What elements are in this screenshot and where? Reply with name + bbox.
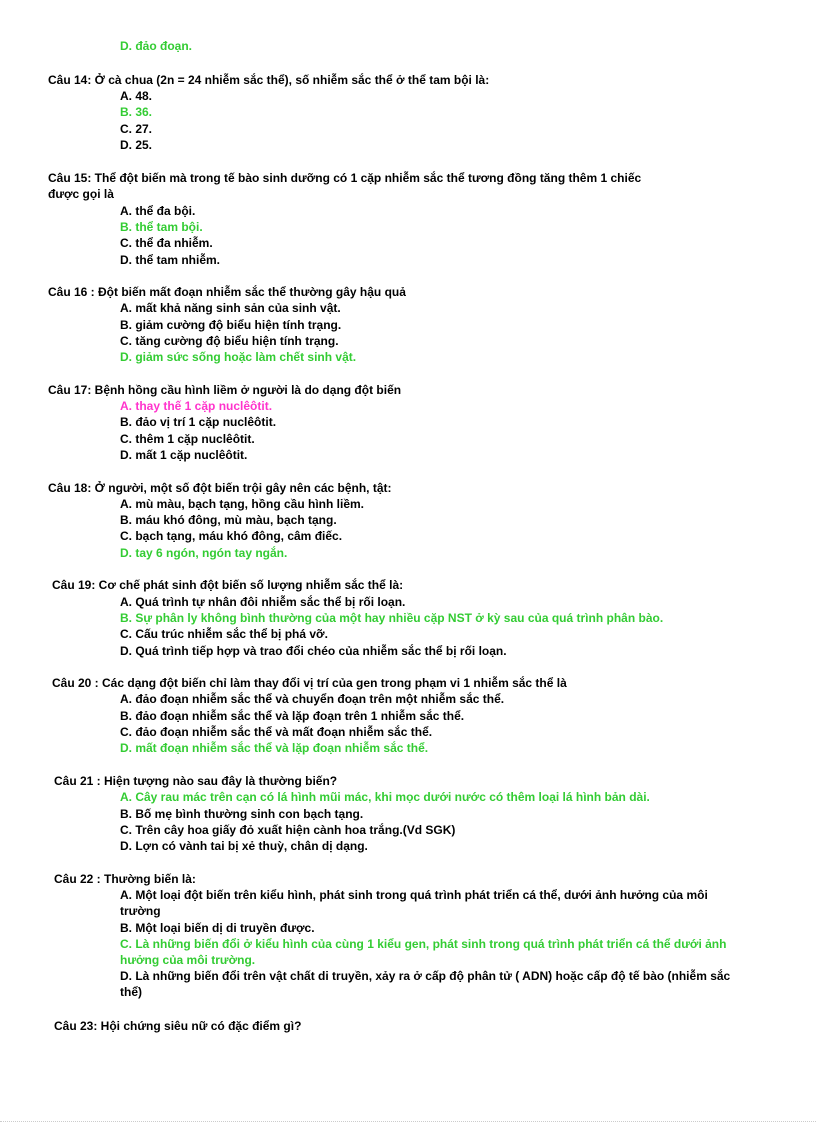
page-bottom-divider [0, 1121, 816, 1122]
q14-option-b: B. 36. [120, 105, 153, 119]
q15-question-line1: Câu 15: Thể đột biến mà trong tế bào sinh dưỡng có 1 cặp nhiễm sắc thể tương đồng tăng thêm 1 chiếc [48, 171, 642, 185]
q14-question: Câu 14: Ở cà chua (2n = 24 nhiễm sắc thể), số nhiễm sắc thể ở thể tam bội là: [48, 73, 490, 87]
q17-option-c: C. thêm 1 cặp nuclêôtit. [120, 432, 255, 446]
q16-option-d: D. giảm sức sống hoặc làm chết sinh vật. [120, 350, 357, 364]
q21-question: Câu 21 : Hiện tượng nào sau đây là thường biến? [54, 774, 338, 788]
q17-option-d: D. mất 1 cặp nuclêôtit. [120, 448, 248, 462]
q17-option-b: B. đảo vị trí 1 cặp nuclêôtit. [120, 415, 277, 429]
q16-question: Câu 16 : Đột biến mất đoạn nhiễm sắc thể thường gây hậu quả [48, 285, 406, 299]
q16-option-b: B. giảm cường độ biểu hiện tính trạng. [120, 318, 342, 332]
q15-option-c: C. thể đa nhiễm. [120, 236, 213, 250]
q22-option-b: B. Một loại biến dị di truyền được. [120, 921, 315, 935]
q16-option-c: C. tăng cường độ biểu hiện tính trạng. [120, 334, 339, 348]
q21-option-c: C. Trên cây hoa giấy đỏ xuất hiện cành hoa trắng.(Vd SGK) [120, 823, 456, 837]
q14-option-d: D. 25. [120, 138, 153, 152]
q18-option-b: B. máu khó đông, mù màu, bạch tạng. [120, 513, 337, 527]
q13-option-d: D. đảo đoạn. [120, 39, 192, 53]
q15-option-b: B. thể tam bội. [120, 220, 203, 234]
q23-question: Câu 23: Hội chứng siêu nữ có đặc điểm gì? [54, 1019, 302, 1033]
q20-option-a: A. đảo đoạn nhiễm sắc thể và chuyển đoạn trên một nhiễm sắc thể. [120, 692, 505, 706]
q16-option-a: A. mất khả năng sinh sản của sinh vật. [120, 301, 341, 315]
q21-option-a: A. Cây rau mác trên cạn có lá hình mũi mác, khi mọc dưới nước có thêm loại lá hình bản dài. [120, 790, 650, 804]
q19-question: Câu 19: Cơ chế phát sinh đột biến số lượng nhiễm sắc thể là: [52, 578, 404, 592]
q17-option-a: A. thay thế 1 cặp nuclêôtit. [120, 399, 273, 413]
q19-option-b: B. Sự phân ly không bình thường của một hay nhiều cặp NST ở kỳ sau của quá trình phân bào. [120, 611, 664, 625]
q18-option-d: D. tay 6 ngón, ngón tay ngắn. [120, 546, 288, 560]
q20-option-b: B. đảo đoạn nhiễm sắc thể và lặp đoạn trên 1 nhiễm sắc thể. [120, 709, 465, 723]
q18-option-c: C. bạch tạng, máu khó đông, câm điếc. [120, 529, 343, 543]
q22-option-d: D. Là những biến đổi trên vật chất di truyền, xảy ra ở cấp độ phân tử ( ADN) hoặc cấp độ tế bào (nhiễm sắc thể) [120, 969, 731, 999]
q19-option-a: A. Quá trình tự nhân đôi nhiễm sắc thể bị rối loạn. [120, 595, 406, 609]
q14-option-a: A. 48. [120, 89, 153, 103]
q19-option-c: C. Cấu trúc nhiễm sắc thể bị phá vỡ. [120, 627, 328, 641]
q18-option-a: A. mù màu, bạch tạng, hồng cầu hình liềm. [120, 497, 365, 511]
q21-option-d: D. Lợn có vành tai bị xẻ thuỳ, chân dị dạng. [120, 839, 368, 853]
q22-option-a: A. Một loại đột biến trên kiểu hình, phát sinh trong quá trình phát triển cá thể, dưới ảnh hưởng của môi trường [120, 888, 708, 918]
q15-option-a: A. thể đa bội. [120, 204, 196, 218]
q22-option-c: C. Là những biến đổi ở kiểu hình của cùng 1 kiểu gen, phát sinh trong quá trình phát triển cá thể dưới ảnh hưởng của môi trường. [120, 937, 727, 967]
q21-option-b: B. Bố mẹ bình thường sinh con bạch tạng. [120, 807, 364, 821]
q20-option-d: D. mất đoạn nhiễm sắc thể và lặp đoạn nhiễm sắc thể. [120, 741, 429, 755]
q19-option-d: D. Quá trình tiếp hợp và trao đổi chéo của nhiễm sắc thể bị rối loạn. [120, 644, 507, 658]
q15-question-line2: được gọi là [48, 187, 114, 201]
q14-option-c: C. 27. [120, 122, 153, 136]
q20-option-c: C. đảo đoạn nhiễm sắc thể và mất đoạn nhiễm sắc thể. [120, 725, 433, 739]
q18-question: Câu 18: Ở người, một số đột biến trội gây nên các bệnh, tật: [48, 481, 392, 495]
q22-question: Câu 22 : Thường biến là: [54, 872, 196, 886]
q20-question: Câu 20 : Các dạng đột biến chỉ làm thay đổi vị trí của gen trong phạm vi 1 nhiễm sắc thể là [52, 676, 567, 690]
q15-option-d: D. thể tam nhiễm. [120, 253, 221, 267]
q17-question: Câu 17: Bệnh hồng cầu hình liềm ở người là do dạng đột biến [48, 383, 402, 397]
